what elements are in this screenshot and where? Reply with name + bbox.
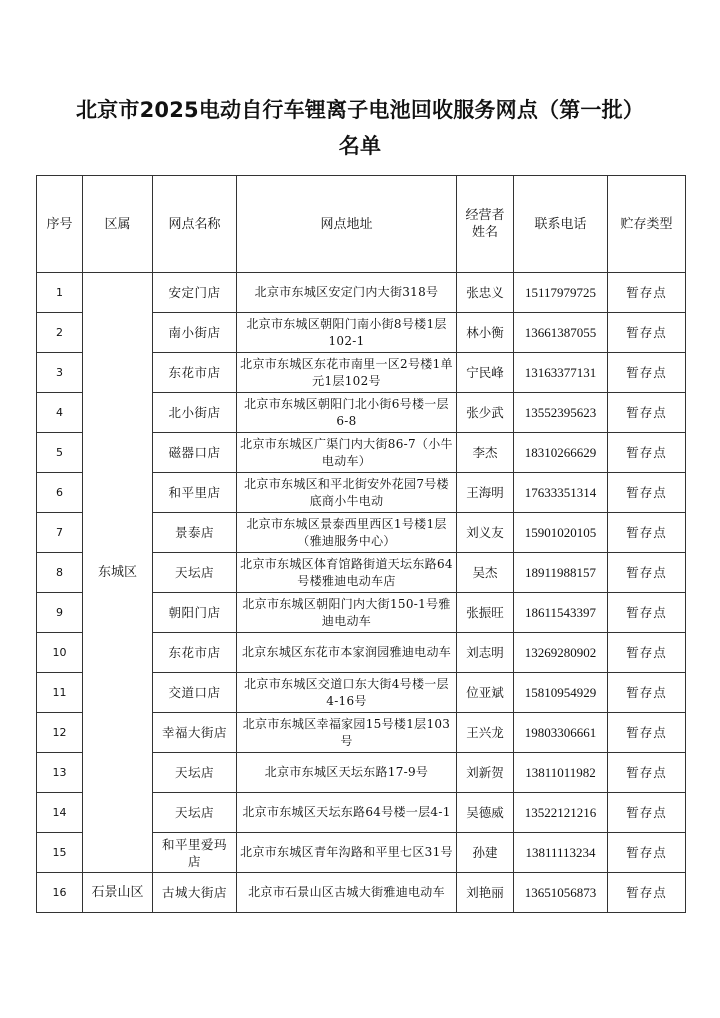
header-district: 区属 [83, 176, 153, 273]
cell-phone: 15810954929 [514, 673, 608, 713]
cell-address: 北京东城区东花市本家润园雅迪电动车 [237, 633, 457, 673]
cell-seq: 1 [37, 273, 83, 313]
header-operator: 经营者姓名 [457, 176, 514, 273]
cell-name: 天坛店 [153, 753, 237, 793]
cell-operator: 刘义友 [457, 513, 514, 553]
cell-name: 和平里店 [153, 473, 237, 513]
title-line-2: 名单 [338, 134, 382, 158]
cell-seq: 11 [37, 673, 83, 713]
cell-address: 北京市东城区交道口东大街4号楼一层4-16号 [237, 673, 457, 713]
cell-seq: 5 [37, 433, 83, 473]
cell-operator: 张振旺 [457, 593, 514, 633]
cell-phone: 17633351314 [514, 473, 608, 513]
cell-name: 幸福大街店 [153, 713, 237, 753]
cell-name: 南小街店 [153, 313, 237, 353]
cell-operator: 王海明 [457, 473, 514, 513]
cell-seq: 16 [37, 873, 83, 913]
cell-name: 磁器口店 [153, 433, 237, 473]
cell-seq: 6 [37, 473, 83, 513]
cell-type: 暂存点 [608, 393, 686, 433]
header-type: 贮存类型 [608, 176, 686, 273]
cell-phone: 15117979725 [514, 273, 608, 313]
cell-seq: 4 [37, 393, 83, 433]
cell-type: 暂存点 [608, 673, 686, 713]
cell-operator: 李杰 [457, 433, 514, 473]
cell-type: 暂存点 [608, 553, 686, 593]
cell-seq: 8 [37, 553, 83, 593]
cell-address: 北京市东城区朝阳门内大街150-1号雅迪电动车 [237, 593, 457, 633]
cell-type: 暂存点 [608, 313, 686, 353]
cell-address: 北京市东城区景泰西里西区1号楼1层（雅迪服务中心） [237, 513, 457, 553]
cell-seq: 13 [37, 753, 83, 793]
cell-type: 暂存点 [608, 473, 686, 513]
cell-type: 暂存点 [608, 353, 686, 393]
table-row [37, 273, 686, 313]
cell-operator: 位亚斌 [457, 673, 514, 713]
cell-operator: 吴杰 [457, 553, 514, 593]
cell-operator: 林小衡 [457, 313, 514, 353]
cell-phone: 19803306661 [514, 713, 608, 753]
cell-type: 暂存点 [608, 793, 686, 833]
cell-seq: 12 [37, 713, 83, 753]
cell-name: 北小街店 [153, 393, 237, 433]
cell-address: 北京市东城区和平北街安外花园7号楼底商小牛电动 [237, 473, 457, 513]
cell-name: 景泰店 [153, 513, 237, 553]
header-phone: 联系电话 [514, 176, 608, 273]
header-seq: 序号 [37, 176, 83, 273]
cell-type: 暂存点 [608, 873, 686, 913]
cell-type: 暂存点 [608, 753, 686, 793]
cell-operator: 宁民峰 [457, 353, 514, 393]
cell-phone: 13651056873 [514, 873, 608, 913]
cell-district: 东城区 [83, 273, 153, 873]
cell-address: 北京市东城区幸福家园15号楼1层103号 [237, 713, 457, 753]
cell-address: 北京市东城区体育馆路街道天坛东路64号楼雅迪电动车店 [237, 553, 457, 593]
cell-address: 北京市东城区东花市南里一区2号楼1单元1层102号 [237, 353, 457, 393]
cell-seq: 2 [37, 313, 83, 353]
cell-address: 北京市东城区天坛东路64号楼一层4-1 [237, 793, 457, 833]
cell-name: 古城大街店 [153, 873, 237, 913]
cell-operator: 刘艳丽 [457, 873, 514, 913]
cell-phone: 15901020105 [514, 513, 608, 553]
cell-seq: 3 [37, 353, 83, 393]
cell-address: 北京市东城区朝阳门南小街8号楼1层102-1 [237, 313, 457, 353]
document-title [0, 92, 720, 164]
cell-phone: 13522121216 [514, 793, 608, 833]
cell-type: 暂存点 [608, 713, 686, 753]
cell-name: 东花市店 [153, 633, 237, 673]
cell-type: 暂存点 [608, 633, 686, 673]
cell-phone: 13163377131 [514, 353, 608, 393]
cell-phone: 13269280902 [514, 633, 608, 673]
header-name: 网点名称 [153, 176, 237, 273]
cell-phone: 18310266629 [514, 433, 608, 473]
table-body [37, 273, 686, 913]
cell-phone: 13552395623 [514, 393, 608, 433]
collection-points-table [36, 175, 686, 913]
cell-seq: 10 [37, 633, 83, 673]
cell-name: 交道口店 [153, 673, 237, 713]
cell-name: 天坛店 [153, 553, 237, 593]
cell-district: 石景山区 [83, 873, 153, 913]
cell-phone: 13811011982 [514, 753, 608, 793]
cell-seq: 14 [37, 793, 83, 833]
cell-operator: 张少武 [457, 393, 514, 433]
cell-phone: 13661387055 [514, 313, 608, 353]
cell-operator: 刘志明 [457, 633, 514, 673]
cell-type: 暂存点 [608, 273, 686, 313]
cell-type: 暂存点 [608, 833, 686, 873]
cell-name: 和平里爱玛店 [153, 833, 237, 873]
cell-name: 朝阳门店 [153, 593, 237, 633]
cell-address: 北京市东城区天坛东路17-9号 [237, 753, 457, 793]
cell-type: 暂存点 [608, 513, 686, 553]
cell-operator: 孙建 [457, 833, 514, 873]
cell-seq: 9 [37, 593, 83, 633]
cell-address: 北京市石景山区古城大街雅迪电动车 [237, 873, 457, 913]
cell-address: 北京市东城区青年沟路和平里七区31号 [237, 833, 457, 873]
cell-operator: 张忠义 [457, 273, 514, 313]
cell-seq: 15 [37, 833, 83, 873]
cell-phone: 18911988157 [514, 553, 608, 593]
table-header-row [37, 176, 686, 273]
header-address: 网点地址 [237, 176, 457, 273]
cell-address: 北京市东城区广渠门内大街86-7（小牛电动车） [237, 433, 457, 473]
table-row [37, 873, 686, 913]
cell-operator: 吴德威 [457, 793, 514, 833]
cell-seq: 7 [37, 513, 83, 553]
title-line-1: 北京市2025电动自行车锂离子电池回收服务网点（第一批） [75, 98, 645, 122]
cell-address: 北京市东城区安定门内大街318号 [237, 273, 457, 313]
cell-address: 北京市东城区朝阳门北小街6号楼一层6-8 [237, 393, 457, 433]
cell-name: 安定门店 [153, 273, 237, 313]
cell-name: 天坛店 [153, 793, 237, 833]
cell-phone: 13811113234 [514, 833, 608, 873]
cell-operator: 刘新贺 [457, 753, 514, 793]
cell-name: 东花市店 [153, 353, 237, 393]
cell-phone: 18611543397 [514, 593, 608, 633]
cell-type: 暂存点 [608, 433, 686, 473]
cell-type: 暂存点 [608, 593, 686, 633]
cell-operator: 王兴龙 [457, 713, 514, 753]
